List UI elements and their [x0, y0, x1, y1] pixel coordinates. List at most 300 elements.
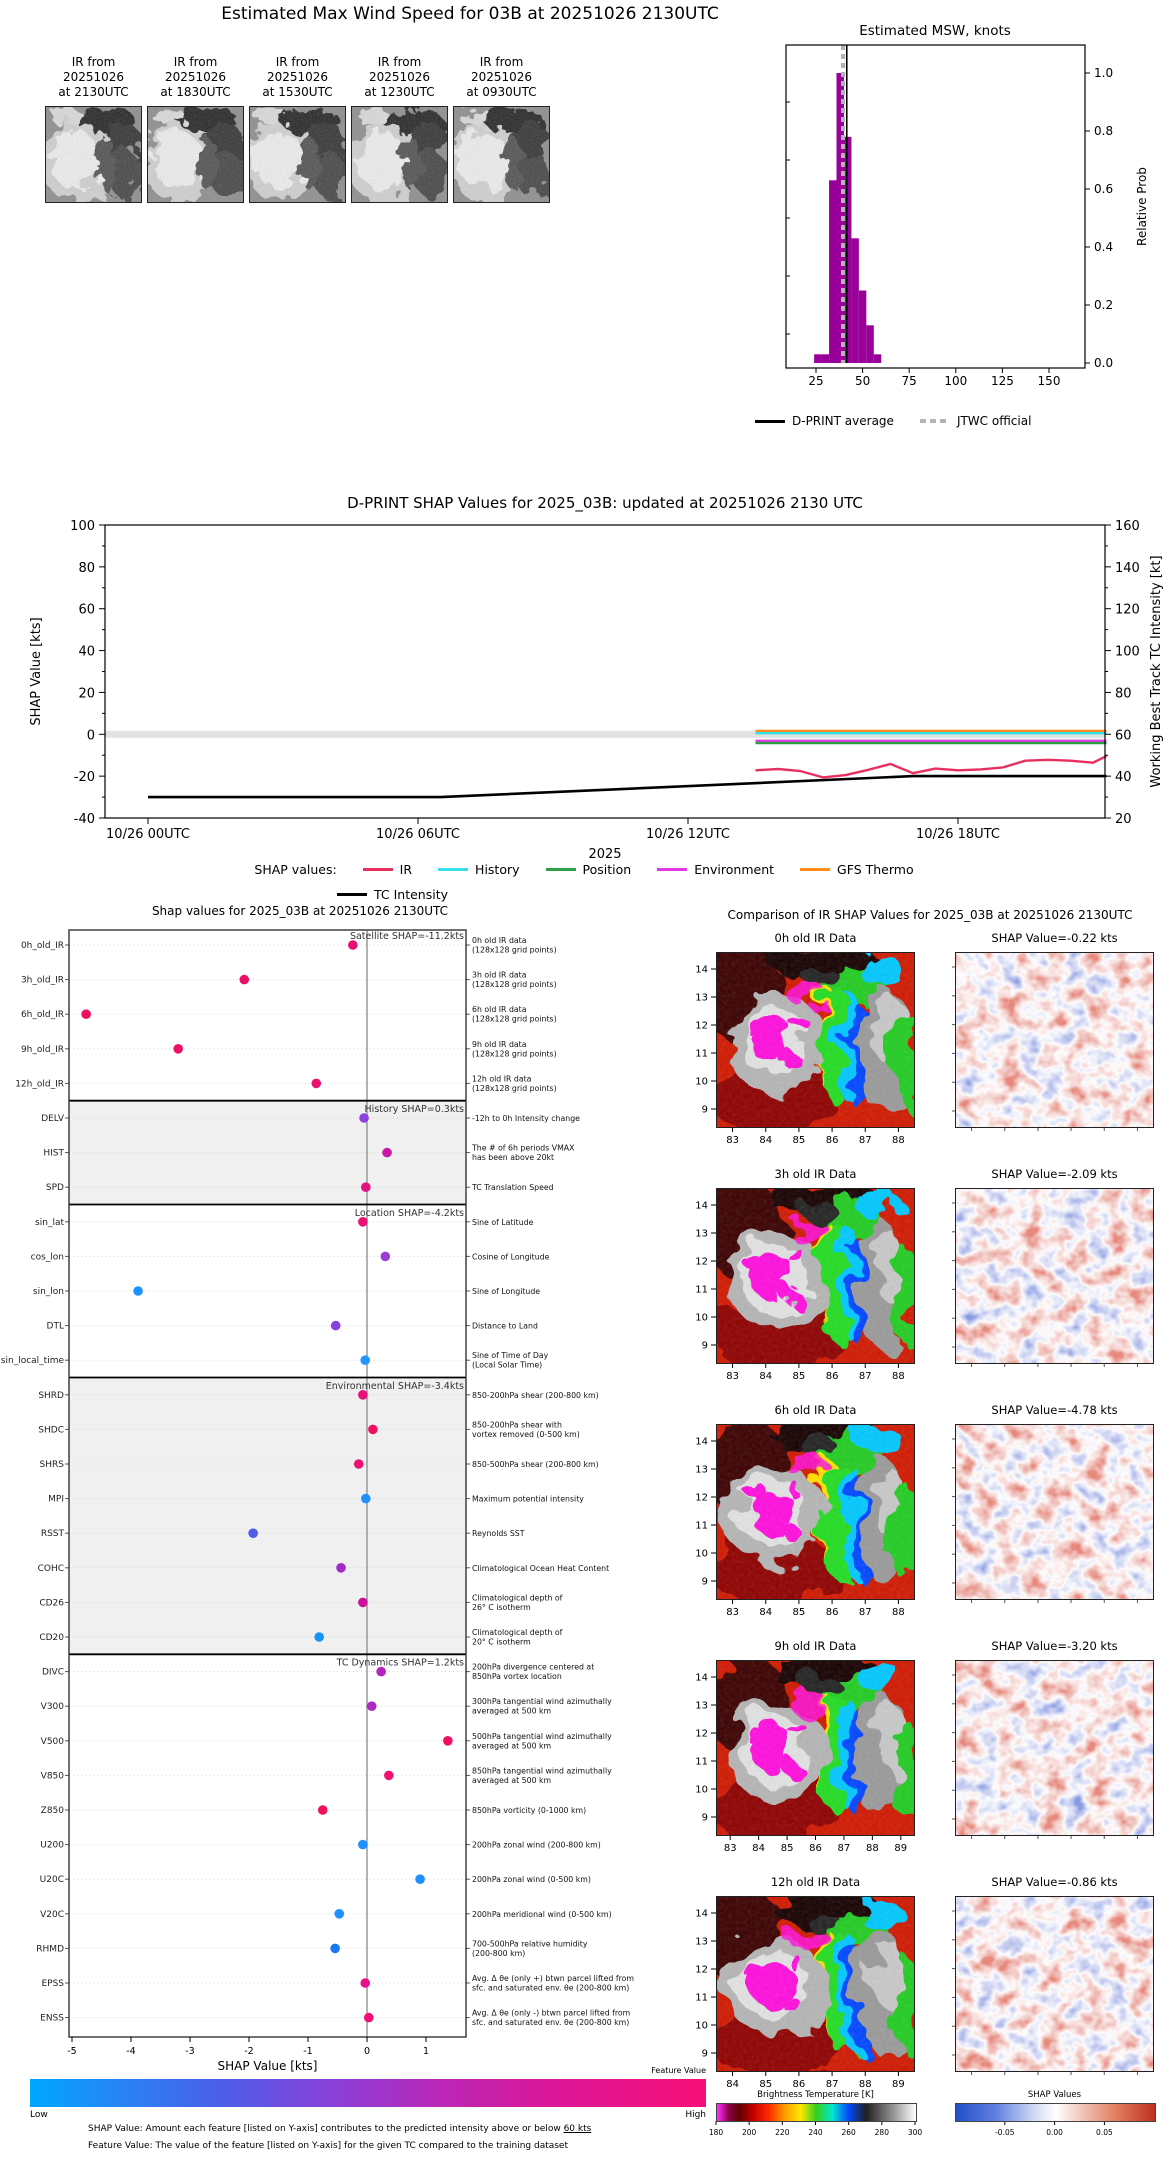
lat-tick-label: 10	[695, 1312, 708, 1324]
shap-dot-RSST	[248, 1528, 258, 1538]
comparison-ir-title: 12h old IR Data	[770, 1875, 861, 1889]
line-swatch-icon	[800, 868, 830, 871]
comparison-title: Comparison of IR SHAP Values for 2025_03B at 20251026 2130UTC	[727, 908, 1133, 922]
hist-ytick-label: 0.2	[1094, 298, 1114, 312]
shap-dot-3h_old_IR	[239, 975, 249, 985]
bt-colorbar-tick-label: 180	[708, 2128, 724, 2137]
feature-label-cos_lon: cos_lon	[30, 1252, 64, 1263]
feature-label-sin_local_time: sin_local_time	[0, 1356, 64, 1367]
hist-xtick-label: 100	[944, 374, 968, 388]
lat-tick-label: 13	[695, 1464, 708, 1476]
group-annotation-satellite: Satellite SHAP=-11.2kts	[349, 931, 464, 942]
feature-desc: (128x128 grid points)	[472, 1083, 557, 1093]
dot-xtick-label: -3	[185, 2046, 195, 2057]
feature-desc: 200hPa meridional wind (0-500 km)	[472, 1909, 612, 1919]
feature-desc: 26° C isotherm	[472, 1602, 531, 1612]
feature-desc: TC Translation Speed	[472, 1183, 554, 1193]
shap-dot-sin_lon	[133, 1286, 143, 1296]
legend-item-tc_intensity	[337, 887, 448, 902]
dot-xtick-label: -1	[303, 2046, 313, 2057]
histogram-bar	[844, 137, 851, 363]
feature-value-high-label: High	[685, 2110, 706, 2120]
feature-label-EPSS: EPSS	[41, 1979, 64, 1989]
shap-colorbar-tick-label: -0.05	[995, 2128, 1015, 2137]
shap-footnote-1	[88, 2124, 591, 2134]
ir-thumbnail-label-line: 20251026	[266, 70, 329, 84]
ts-ytick-left: 80	[78, 560, 95, 576]
lon-tick-label: 87	[858, 1607, 872, 1618]
feature-label-HIST: HIST	[43, 1148, 64, 1159]
dot-plot-title: Shap values for 2025_03B at 20251026 2130UTC	[151, 904, 449, 918]
lon-tick-label: 84	[726, 2079, 739, 2090]
feature-desc: averaged at 500 km	[472, 1741, 552, 1751]
ir-color-image	[717, 1425, 914, 1599]
legend-label: Position	[582, 862, 632, 877]
ir-thumbnail-label-line: 20251026	[62, 70, 125, 84]
ir-color-image	[717, 1661, 914, 1835]
feature-label-SHRS: SHRS	[39, 1460, 64, 1470]
lat-tick-label: 12	[695, 1492, 708, 1504]
ts-ytick-right: 60	[1115, 728, 1132, 744]
comparison-shap-image	[955, 1660, 1154, 1836]
shap-dot-V850	[384, 1771, 394, 1781]
lat-tick-label: 12	[695, 1020, 708, 1032]
bt-colorbar-tick-label: 240	[808, 2128, 823, 2137]
feature-desc: 700-500hPa relative humidity	[472, 1939, 588, 1949]
lat-tick-label: 12	[695, 1728, 708, 1740]
feature-label-V500: V500	[40, 1736, 64, 1747]
comparison-shap-image	[955, 1188, 1154, 1364]
hist-xtick-label: 75	[901, 374, 917, 388]
lon-tick-label: 85	[792, 1607, 806, 1618]
brightness-temp-colorbar	[716, 2103, 917, 2122]
comparison-shap-title: SHAP Value=-0.86 kts	[991, 1875, 1118, 1889]
ir-thumbnail-image	[249, 106, 346, 203]
series-tc_intensity	[148, 776, 1107, 797]
page-title: Estimated Max Wind Speed for 03B at 20251026 2130UTC	[221, 4, 719, 24]
legend-item-environment	[657, 862, 774, 877]
shap-field-image	[956, 1189, 1153, 1363]
feature-label-ENSS: ENSS	[40, 2013, 64, 2024]
dot-xtick-label: -2	[244, 2046, 254, 2057]
shap-dot-V300	[367, 1701, 377, 1711]
feature-desc: (128x128 grid points)	[472, 1014, 557, 1024]
comparison-shap-title: SHAP Value=-4.78 kts	[991, 1403, 1118, 1417]
lon-tick-label: 85	[792, 1135, 806, 1146]
histogram-title: Estimated MSW, knots	[859, 23, 1011, 39]
feature-label-V300: V300	[40, 1702, 64, 1713]
bt-colorbar-tick-label: 260	[841, 2128, 856, 2137]
ir-thumbnail-label	[453, 55, 550, 100]
shap-dot-ENSS	[364, 2013, 374, 2023]
hist-xtick-label: 50	[854, 374, 871, 388]
shap-dot-U20C	[415, 1874, 425, 1884]
group-annotation-location: Location SHAP=-4.2kts	[354, 1207, 464, 1219]
series-ir	[756, 756, 1107, 777]
histogram-bar	[866, 325, 873, 363]
feature-desc: has been above 20kt	[472, 1153, 555, 1163]
feature-label-3h_old_IR: 3h_old_IR	[20, 975, 64, 986]
comparison-ir-image	[716, 952, 915, 1128]
feature-desc: 0h old IR data	[472, 936, 527, 945]
ir-thumbnail-label-line: 20251026	[470, 70, 533, 84]
comparison-shap-title: SHAP Value=-0.22 kts	[991, 931, 1118, 945]
lon-tick-label: 84	[752, 1843, 766, 1854]
feature-label-DTL: DTL	[46, 1321, 64, 1332]
dot-plot-xlabel: SHAP Value [kts]	[217, 2059, 318, 2073]
feature-label-RHMD: RHMD	[36, 1944, 64, 1955]
comparison-ir-title: 0h old IR Data	[774, 931, 857, 945]
lon-tick-label: 85	[780, 1843, 794, 1854]
shap-footnote-2: Feature Value: The value of the feature [listed on Y-axis] for the given TC compared to the training dataset	[88, 2141, 569, 2151]
lat-tick-label: 14	[695, 964, 708, 976]
histogram-legend	[755, 414, 1165, 428]
feature-label-CD26: CD26	[39, 1598, 64, 1609]
dot-xtick-label: -4	[126, 2046, 136, 2057]
legend-label: D-PRINT average	[792, 414, 894, 428]
legend-label: IR	[399, 862, 413, 877]
feature-desc: Cosine of Longitude	[472, 1252, 550, 1262]
feature-desc: averaged at 500 km	[472, 1706, 552, 1716]
lon-tick-label: 84	[759, 1135, 773, 1146]
group-annotation-environmental: Environmental SHAP=-3.4kts	[325, 1380, 464, 1392]
dotted-line-icon	[920, 419, 950, 423]
legend-label: TC Intensity	[374, 887, 449, 902]
ts-ytick-left: -20	[73, 770, 95, 786]
feature-label-Z850: Z850	[40, 1806, 64, 1816]
shap-dot-9h_old_IR	[173, 1044, 183, 1054]
legend-item-ir	[363, 862, 412, 877]
lat-tick-label: 9	[701, 1576, 708, 1588]
legend-item-jtwc-official	[920, 414, 1032, 428]
feature-label-V850: V850	[40, 1771, 64, 1782]
feature-desc: 850hPa vortex location	[472, 1672, 562, 1682]
lon-tick-label: 85	[759, 2079, 773, 2090]
feature-label-U200: U200	[40, 1840, 64, 1851]
feature-desc: 3h old IR data	[472, 970, 527, 980]
brightness-temp-label: Brightness Temperature [K]	[757, 2090, 874, 2100]
lon-tick-label: 88	[858, 2079, 872, 2090]
ir-grayscale-image	[46, 107, 141, 202]
histogram-bar	[822, 354, 829, 363]
feature-desc: The # of 6h periods VMAX	[472, 1143, 575, 1153]
ir-thumbnail-label-line: IR from	[275, 55, 320, 69]
feature-label-U20C: U20C	[39, 1875, 64, 1886]
ir-thumbnail-label-line: at 0930UTC	[466, 85, 537, 99]
feature-desc: Avg. Δ θe (only +) btwn parcel lifted from	[472, 1974, 634, 1983]
lat-tick-label: 13	[695, 1936, 708, 1948]
ir-thumbnail-label-line: 20251026	[368, 70, 431, 84]
ir-grayscale-image	[454, 107, 549, 202]
ir-thumbnail-label-line: at 2130UTC	[58, 85, 129, 99]
ir-thumbnail-label-line: at 1830UTC	[160, 85, 231, 99]
lat-tick-label: 10	[695, 1076, 708, 1088]
lon-tick-label: 87	[858, 1371, 872, 1382]
hist-ytick-label: 0.4	[1094, 240, 1114, 254]
feature-desc: Climatological depth of	[472, 1593, 563, 1603]
lat-tick-label: 14	[695, 1672, 708, 1684]
feature-desc: 850-200hPa shear (200-800 km)	[472, 1390, 599, 1400]
line-swatch-icon	[438, 868, 468, 871]
ts-xtick-label: 10/26 00UTC	[106, 827, 190, 842]
hist-xtick-label: 150	[1037, 374, 1061, 388]
line-swatch-icon	[337, 893, 367, 896]
feature-desc: Sine of Time of Day	[472, 1351, 549, 1361]
group-annotation-history: History SHAP=0.3kts	[364, 1104, 464, 1115]
feature-value-colorbar	[30, 2079, 706, 2107]
lon-tick-label: 87	[825, 2079, 839, 2090]
feature-label-6h_old_IR: 6h_old_IR	[20, 1010, 64, 1021]
lat-tick-label: 13	[695, 1700, 708, 1712]
ir-grayscale-image	[352, 107, 447, 202]
feature-desc: Climatological depth of	[472, 1628, 563, 1637]
ir-thumbnail-label-line: IR from	[479, 55, 524, 69]
lon-tick-label: 88	[892, 1607, 905, 1618]
feature-desc: 850hPa vorticity (0-1000 km)	[472, 1806, 587, 1815]
footnote-underlined-value: 60 kts	[563, 2124, 592, 2134]
feature-desc: Reynolds SST	[472, 1529, 525, 1539]
histogram-bar	[829, 180, 836, 363]
feature-desc: 300hPa tangential wind azimuthally	[472, 1697, 612, 1707]
shap-dot-SHDC	[368, 1425, 378, 1435]
shap-dot-CD26	[358, 1598, 368, 1608]
feature-label-SHRD: SHRD	[38, 1390, 64, 1401]
ir-thumbnail-label-line: IR from	[173, 55, 218, 69]
feature-desc: 9h old IR data	[472, 1039, 527, 1049]
feature-label-CD20: CD20	[39, 1633, 64, 1643]
group-band-history	[69, 1101, 466, 1205]
ir-color-image	[717, 953, 914, 1127]
comparison-ir-title: 6h old IR Data	[774, 1403, 857, 1417]
feature-label-12h_old_IR: 12h_old_IR	[15, 1079, 64, 1090]
feature-desc: (128x128 grid points)	[472, 980, 557, 990]
lon-tick-label: 84	[759, 1371, 773, 1382]
shap-values-label: SHAP Values	[1027, 2090, 1082, 2100]
comparison-ir-title: 9h old IR Data	[774, 1639, 857, 1653]
shap-field-image	[956, 1425, 1153, 1599]
ts-ytick-right: 20	[1115, 812, 1132, 827]
feature-desc: Avg. Δ θe (only -) btwn parcel lifted from	[472, 2008, 631, 2018]
ir-thumbnail-image	[351, 106, 448, 203]
feature-desc: 200hPa zonal wind (0-500 km)	[472, 1875, 591, 1885]
legend-label: JTWC official	[956, 414, 1032, 428]
histogram-bar	[851, 238, 858, 363]
legend-item-gfs_thermo	[800, 862, 914, 877]
lon-tick-label: 86	[825, 1607, 839, 1618]
timeseries-frame	[105, 525, 1105, 818]
bt-colorbar-tick-label: 200	[742, 2128, 757, 2137]
bt-colorbar-tick-label: 300	[907, 2128, 923, 2137]
ts-ytick-left: 100	[70, 519, 95, 534]
feature-label-SHDC: SHDC	[38, 1425, 64, 1436]
legend-label: GFS Thermo	[837, 862, 914, 877]
ts-ytick-right: 40	[1115, 770, 1132, 786]
dot-xtick-label: 0	[363, 2046, 371, 2057]
legend-label: Environment	[694, 862, 775, 877]
ir-color-image	[717, 1897, 914, 2071]
dot-xtick-label: 1	[422, 2046, 430, 2057]
ts-ylabel-left: SHAP Value [kts]	[29, 617, 44, 726]
lon-tick-label: 89	[894, 1843, 908, 1854]
lat-tick-label: 12	[695, 1964, 708, 1976]
shap-dot-CD20	[314, 1632, 324, 1642]
lat-tick-label: 14	[695, 1200, 708, 1212]
lat-tick-label: 10	[695, 2020, 708, 2032]
feature-desc: averaged at 500 km	[472, 1775, 552, 1785]
bt-colorbar-tick-label: 220	[775, 2128, 790, 2137]
feature-label-DIVC: DIVC	[41, 1667, 64, 1678]
lon-tick-label: 89	[892, 2079, 905, 2090]
ir-thumbnail-image	[45, 106, 142, 203]
shap-values-colorbar	[955, 2103, 1156, 2122]
shap-dot-sin_local_time	[360, 1355, 370, 1365]
lon-tick-label: 88	[865, 1843, 879, 1854]
ts-xtick-label: 10/26 06UTC	[376, 827, 460, 842]
histogram-bar	[859, 291, 866, 364]
ts-xlabel: 2025	[588, 847, 622, 862]
dot-xtick-label: -5	[67, 2046, 77, 2057]
lon-tick-label: 86	[809, 1843, 822, 1854]
feature-desc: (128x128 grid points)	[472, 1049, 557, 1059]
ir-thumbnail-image	[453, 106, 550, 203]
feature-desc: Sine of Latitude	[472, 1217, 534, 1227]
shap-dot-cos_lon	[380, 1252, 390, 1262]
feature-desc: (200-800 km)	[472, 1948, 526, 1958]
shap-field-image	[956, 953, 1153, 1127]
comparison-ir-title: 3h old IR Data	[774, 1167, 857, 1181]
group-annotation-tc-dynamics: TC Dynamics SHAP=1.2kts	[336, 1657, 464, 1669]
lat-tick-label: 11	[695, 1756, 708, 1768]
comparison-ir-image	[716, 1424, 915, 1600]
ts-ytick-right: 160	[1115, 519, 1140, 534]
shap-dot-6h_old_IR	[81, 1009, 91, 1019]
ts-xtick-label: 10/26 18UTC	[916, 827, 1000, 842]
ir-thumbnail-label-line: IR from	[377, 55, 422, 69]
line-swatch-icon	[657, 868, 687, 871]
feature-label-COHC: COHC	[37, 1563, 64, 1574]
feature-desc: Distance to Land	[472, 1321, 538, 1331]
legend-item-dprint-average	[755, 414, 894, 428]
feature-label-RSST: RSST	[40, 1529, 64, 1540]
lat-tick-label: 9	[701, 1812, 708, 1824]
lat-tick-label: 11	[695, 1284, 708, 1296]
feature-desc: 850-200hPa shear with	[472, 1420, 562, 1430]
shap-dot-SPD	[361, 1182, 371, 1192]
ts-ytick-left: 60	[78, 602, 95, 618]
shap-dot-V20C	[334, 1909, 344, 1919]
feature-desc: 500hPa tangential wind azimuthally	[472, 1731, 612, 1741]
lat-tick-label: 13	[695, 992, 708, 1004]
feature-label-9h_old_IR: 9h_old_IR	[20, 1044, 64, 1055]
footnote-text: SHAP Value: Amount each feature [listed on Y-axis] contributes to the predicted intensity above or below	[88, 2124, 564, 2134]
ts-ytick-left: 40	[78, 644, 95, 660]
shap-dot-DTL	[331, 1321, 341, 1331]
comparison-ir-image	[716, 1188, 915, 1364]
shap-dot-HIST	[382, 1148, 392, 1158]
lon-tick-label: 86	[792, 2079, 806, 2090]
ts-ytick-left: 0	[86, 728, 95, 744]
lat-tick-label: 11	[695, 1048, 708, 1060]
hist-xtick-label: 125	[990, 374, 1014, 388]
ir-thumbnail-label-line: 20251026	[164, 70, 227, 84]
ts-ylabel-right: Working Best Track TC Intensity [kt]	[1149, 555, 1164, 788]
lat-tick-label: 12	[695, 1256, 708, 1268]
histogram-bar	[814, 354, 821, 363]
feature-desc: 850-500hPa shear (200-800 km)	[472, 1460, 599, 1469]
shap-dot-V500	[443, 1736, 453, 1746]
shap-dot-EPSS	[360, 1978, 370, 1988]
feature-desc: 20° C isotherm	[472, 1637, 531, 1647]
shap-dot-U200	[358, 1840, 368, 1850]
shap-field-image	[956, 1897, 1153, 2071]
lon-tick-label: 86	[825, 1135, 839, 1146]
bt-colorbar-tick-label: 280	[874, 2128, 889, 2137]
feature-label-DELV: DELV	[41, 1114, 64, 1124]
lon-tick-label: 85	[792, 1371, 806, 1382]
lon-tick-label: 83	[726, 1135, 739, 1146]
comparison-shap-title: SHAP Value=-3.20 kts	[991, 1639, 1118, 1653]
group-band-environmental	[69, 1378, 466, 1655]
shap-dot-SHRS	[354, 1459, 364, 1469]
ir-thumbnail-label	[45, 55, 142, 100]
lon-tick-label: 83	[726, 1607, 739, 1618]
lat-tick-label: 13	[695, 1228, 708, 1240]
line-swatch-icon	[363, 868, 393, 871]
lon-tick-label: 86	[825, 1371, 839, 1382]
feature-desc: 6h old IR data	[472, 1005, 527, 1015]
feature-desc: -12h to 0h Intensity change	[472, 1114, 580, 1123]
comparison-shap-title: SHAP Value=-2.09 kts	[991, 1167, 1118, 1181]
feature-label-MPI: MPI	[48, 1494, 64, 1505]
ir-thumbnail-label	[249, 55, 346, 100]
shap-dot-Z850	[318, 1805, 328, 1815]
feature-desc: 200hPa divergence centered at	[472, 1662, 595, 1672]
ir-thumbnail-label-line: at 1530UTC	[262, 85, 333, 99]
ts-ytick-right: 120	[1115, 602, 1140, 618]
shap-dot-12h_old_IR	[311, 1079, 321, 1089]
hist-xtick-label: 25	[808, 374, 824, 388]
ts-ytick-right: 80	[1115, 686, 1132, 702]
legend-title: SHAP values:	[254, 862, 337, 877]
lon-tick-label: 88	[892, 1135, 905, 1146]
feature-desc: (Local Solar Time)	[472, 1360, 543, 1370]
feature-desc: sfc. and saturated env. θe (200-800 km)	[472, 1983, 630, 1993]
feature-value-label: Feature Value	[651, 2066, 706, 2075]
lat-tick-label: 9	[701, 2048, 708, 2060]
lat-tick-label: 9	[701, 1340, 708, 1352]
hist-ylabel: Relative Prob	[1135, 167, 1149, 246]
ts-ytick-left: 20	[78, 686, 95, 702]
shap-field-image	[956, 1661, 1153, 1835]
ir-color-image	[717, 1189, 914, 1363]
feature-desc: Maximum potential intensity	[472, 1494, 584, 1504]
shap-dot-COHC	[336, 1563, 346, 1573]
timeseries-legend-row1	[0, 862, 1168, 877]
lat-tick-label: 14	[695, 1908, 708, 1920]
comparison-shap-image	[955, 1896, 1154, 2072]
feature-desc: 850hPa tangential wind azimuthally	[472, 1766, 612, 1776]
ts-xtick-label: 10/26 12UTC	[646, 827, 730, 842]
hist-ytick-label: 0.0	[1094, 356, 1114, 370]
ts-ytick-left: -40	[73, 812, 95, 827]
comparison-shap-image	[955, 952, 1154, 1128]
legend-item-position	[546, 862, 632, 877]
ir-thumbnail-label	[351, 55, 448, 100]
ts-ytick-right: 100	[1115, 644, 1140, 660]
ir-thumbnail-image	[147, 106, 244, 203]
lon-tick-label: 87	[858, 1135, 872, 1146]
lat-tick-label: 11	[695, 1992, 708, 2004]
